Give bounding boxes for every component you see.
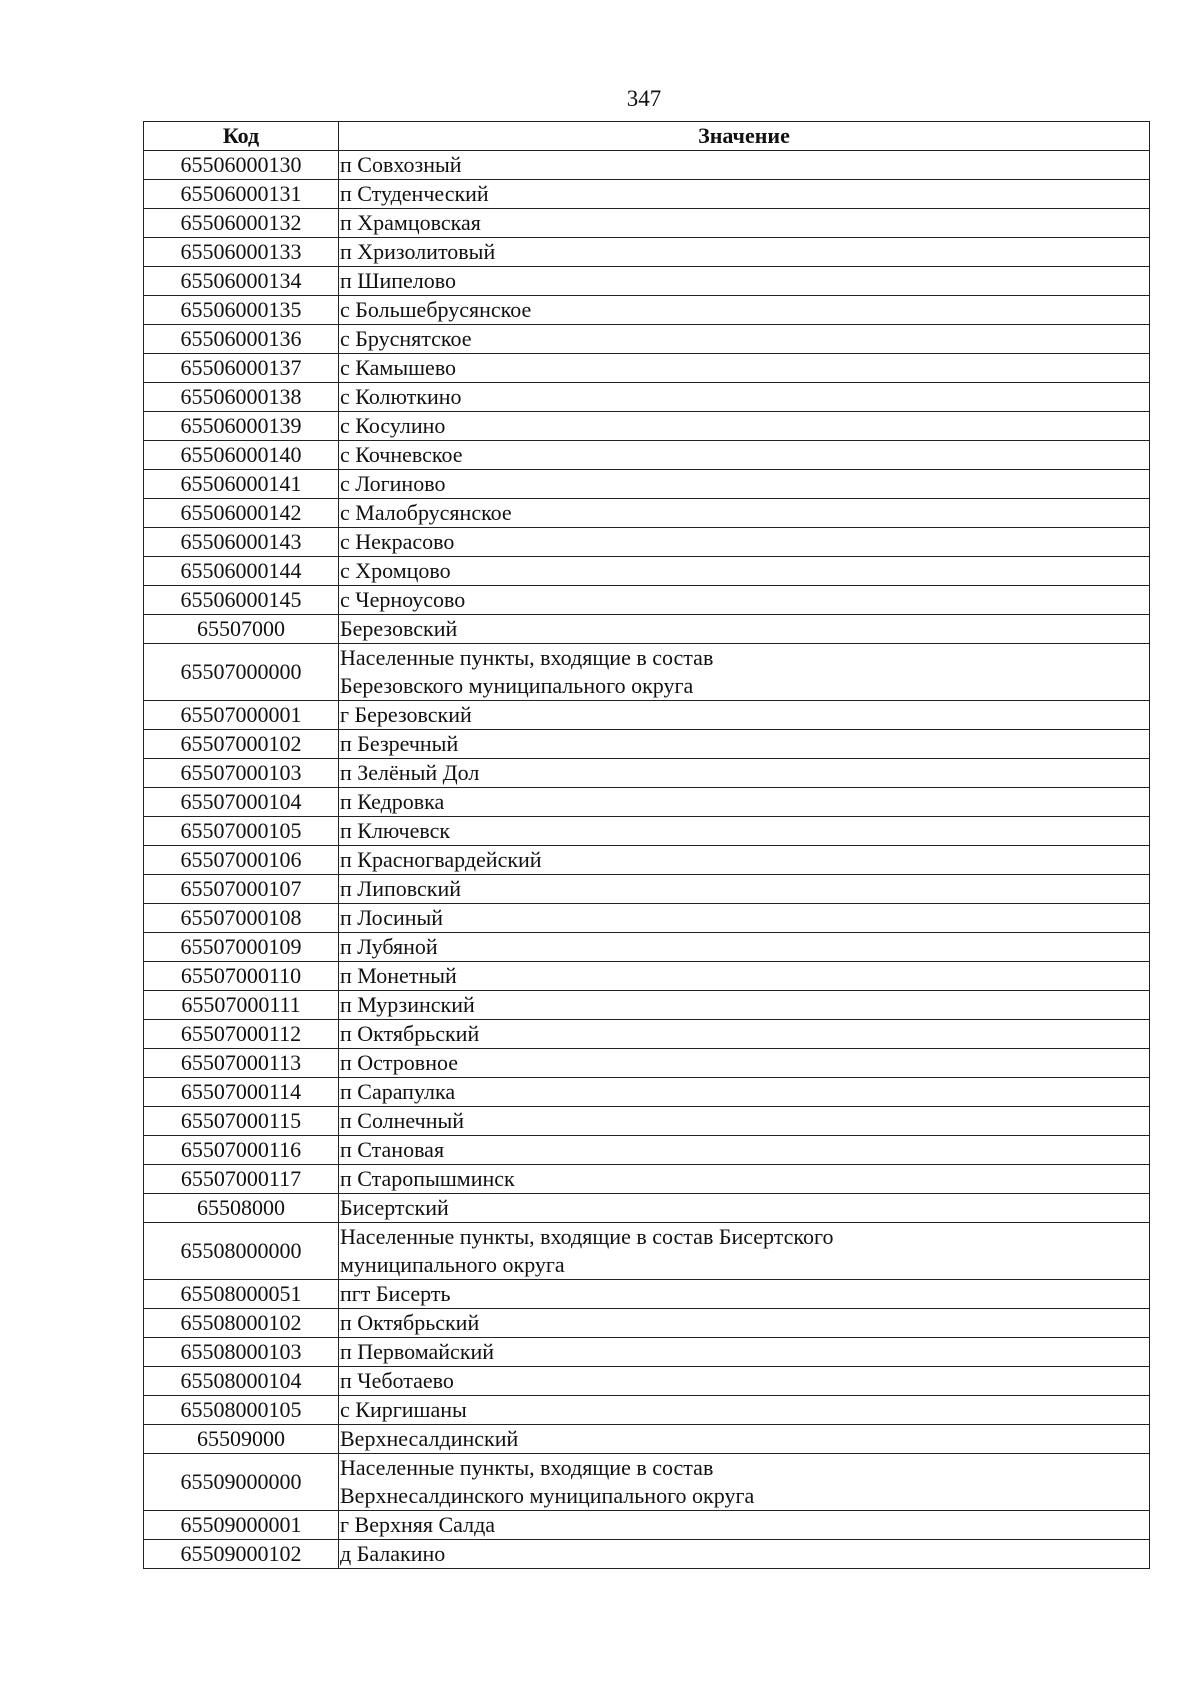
row-code: 65506000145	[144, 586, 339, 615]
row-value	[339, 701, 1150, 730]
row-value	[339, 1396, 1150, 1425]
row-code: 65509000001	[144, 1511, 339, 1540]
row-code: 65508000102	[144, 1309, 339, 1338]
row-code: 65506000137	[144, 354, 339, 383]
table-row	[144, 267, 1150, 296]
row-value	[339, 1309, 1150, 1338]
row-code: 65509000102	[144, 1540, 339, 1569]
row-value	[339, 180, 1150, 209]
row-code: 65507000109	[144, 933, 339, 962]
table-row	[144, 615, 1150, 644]
row-value	[339, 1280, 1150, 1309]
table-row	[144, 644, 1150, 701]
table-row	[144, 499, 1150, 528]
row-value-line: п Шипелово	[340, 268, 456, 293]
table-row	[144, 1194, 1150, 1223]
table-row	[144, 296, 1150, 325]
row-value	[339, 1540, 1150, 1569]
row-value-line: п Первомайский	[340, 1339, 495, 1364]
table-row	[144, 1454, 1150, 1511]
row-code: 65506000143	[144, 528, 339, 557]
row-value-line: п Сарапулка	[340, 1079, 456, 1104]
table-row	[144, 730, 1150, 759]
table-row	[144, 470, 1150, 499]
row-code: 65507000000	[144, 644, 339, 701]
row-value	[339, 759, 1150, 788]
row-value	[339, 209, 1150, 238]
row-value-line: с Бруснятское	[340, 326, 472, 351]
row-code: 65506000134	[144, 267, 339, 296]
table-row	[144, 759, 1150, 788]
row-value-line: Березовский	[340, 616, 458, 641]
row-value	[339, 1194, 1150, 1223]
row-value-line: с Киргишаны	[340, 1397, 467, 1422]
table-row	[144, 325, 1150, 354]
row-value-line: с Кочневское	[340, 442, 463, 467]
table-row	[144, 875, 1150, 904]
row-value	[339, 238, 1150, 267]
table-row	[144, 817, 1150, 846]
table-row	[144, 701, 1150, 730]
row-value	[339, 644, 1150, 701]
row-value	[339, 528, 1150, 557]
row-value-line: п Островное	[340, 1050, 459, 1075]
row-value-line: п Ключевск	[340, 818, 451, 843]
row-value-line: п Совхозный	[340, 152, 462, 177]
row-value-line: Населенные пункты, входящие в состав	[340, 1455, 714, 1480]
row-code: 65507000107	[144, 875, 339, 904]
row-value	[339, 383, 1150, 412]
row-value-line: Березовского муниципального округа	[340, 673, 694, 698]
row-code: 65508000104	[144, 1367, 339, 1396]
row-code: 65506000136	[144, 325, 339, 354]
row-value-line: п Монетный	[340, 963, 457, 988]
row-value	[339, 354, 1150, 383]
row-code: 65507000102	[144, 730, 339, 759]
row-value	[339, 499, 1150, 528]
row-code: 65506000141	[144, 470, 339, 499]
row-value-line: с Хромцово	[340, 558, 451, 583]
row-value	[339, 296, 1150, 325]
row-value	[339, 1165, 1150, 1194]
header-code: Код	[144, 122, 339, 151]
row-value-line: Населенные пункты, входящие в состав	[340, 645, 714, 670]
table-row	[144, 1136, 1150, 1165]
row-code: 65508000105	[144, 1396, 339, 1425]
row-value-line: п Красногвардейский	[340, 847, 542, 872]
row-code: 65507000106	[144, 846, 339, 875]
table-row	[144, 1425, 1150, 1454]
row-value-line: с Некрасово	[340, 529, 455, 554]
row-value	[339, 1049, 1150, 1078]
row-value-line: п Храмцовская	[340, 210, 481, 235]
row-value-line: п Безречный	[340, 731, 459, 756]
table-row	[144, 586, 1150, 615]
table-row	[144, 1511, 1150, 1540]
row-code: 65506000132	[144, 209, 339, 238]
row-code: 65508000000	[144, 1223, 339, 1280]
row-value-line: п Зелёный Дол	[340, 760, 480, 785]
row-value-line: Верхнесалдинского муниципального округа	[340, 1483, 755, 1508]
row-value-line: п Мурзинский	[340, 992, 475, 1017]
row-code: 65508000051	[144, 1280, 339, 1309]
table-row	[144, 1309, 1150, 1338]
row-value	[339, 470, 1150, 499]
row-code: 65506000130	[144, 151, 339, 180]
table-row	[144, 1107, 1150, 1136]
row-value	[339, 441, 1150, 470]
row-code: 65506000131	[144, 180, 339, 209]
row-value-line: п Чеботаево	[340, 1368, 454, 1393]
table-row	[144, 528, 1150, 557]
row-value-line: п Старопышминск	[340, 1166, 515, 1191]
table-row	[144, 1540, 1150, 1569]
row-code: 65506000138	[144, 383, 339, 412]
row-value-line: Верхнесалдинский	[340, 1426, 519, 1451]
page-number: 347	[626, 86, 662, 111]
row-value	[339, 267, 1150, 296]
row-code: 65507000117	[144, 1165, 339, 1194]
row-value	[339, 1078, 1150, 1107]
row-code: 65508000	[144, 1194, 339, 1223]
row-code: 65508000103	[144, 1338, 339, 1367]
row-value	[339, 586, 1150, 615]
row-code: 65507000110	[144, 962, 339, 991]
table-row	[144, 933, 1150, 962]
table-row	[144, 788, 1150, 817]
row-value-line: п Липовский	[340, 876, 461, 901]
row-value	[339, 1020, 1150, 1049]
row-value	[339, 412, 1150, 441]
row-value	[339, 962, 1150, 991]
row-value	[339, 1425, 1150, 1454]
row-code: 65506000135	[144, 296, 339, 325]
row-value-line: п Лосиный	[340, 905, 444, 930]
row-value	[339, 846, 1150, 875]
table-row	[144, 1396, 1150, 1425]
table-row	[144, 238, 1150, 267]
row-value-line: п Солнечный	[340, 1108, 465, 1133]
row-code: 65507000112	[144, 1020, 339, 1049]
row-value-line: с Косулино	[340, 413, 446, 438]
table-row	[144, 1223, 1150, 1280]
row-code: 65507000103	[144, 759, 339, 788]
table-row	[144, 209, 1150, 238]
row-value	[339, 557, 1150, 586]
row-code: 65507000111	[144, 991, 339, 1020]
row-value	[339, 1223, 1150, 1280]
row-code: 65509000000	[144, 1454, 339, 1511]
row-code: 65507000115	[144, 1107, 339, 1136]
code-table	[143, 121, 1150, 1569]
row-value-line: муниципального округа	[340, 1252, 565, 1277]
row-value	[339, 991, 1150, 1020]
row-code: 65507000	[144, 615, 339, 644]
table-row	[144, 441, 1150, 470]
row-value	[339, 1454, 1150, 1511]
row-value-line: с Колюткино	[340, 384, 462, 409]
row-value	[339, 1107, 1150, 1136]
row-value-line: Населенные пункты, входящие в состав Бисертского	[340, 1224, 834, 1249]
row-value-line: г Верхняя Салда	[340, 1512, 496, 1537]
row-value	[339, 1338, 1150, 1367]
table-row	[144, 846, 1150, 875]
table-row	[144, 1280, 1150, 1309]
row-code: 65507000116	[144, 1136, 339, 1165]
row-code: 65506000144	[144, 557, 339, 586]
row-value-line: с Логиново	[340, 471, 446, 496]
row-code: 65507000001	[144, 701, 339, 730]
row-value	[339, 904, 1150, 933]
table-row	[144, 151, 1150, 180]
row-value-line: с Большебрусянское	[340, 297, 532, 322]
row-value-line: п Октябрьский	[340, 1310, 480, 1335]
row-code: 65506000139	[144, 412, 339, 441]
row-value-line: Бисертский	[340, 1195, 449, 1220]
row-value	[339, 1136, 1150, 1165]
table-row	[144, 180, 1150, 209]
row-value-line: п Хризолитовый	[340, 239, 496, 264]
row-value	[339, 615, 1150, 644]
table-header-row	[144, 122, 1150, 151]
row-value	[339, 1367, 1150, 1396]
row-value-line: с Черноусово	[340, 587, 466, 612]
row-value	[339, 788, 1150, 817]
table-row	[144, 991, 1150, 1020]
table-row	[144, 1020, 1150, 1049]
row-value-line: п Октябрьский	[340, 1021, 480, 1046]
header-value: Значение	[339, 122, 1150, 151]
table-row	[144, 557, 1150, 586]
row-value-line: г Березовский	[340, 702, 472, 727]
row-value	[339, 933, 1150, 962]
row-value-line: с Малобрусянское	[340, 500, 512, 525]
table-row	[144, 1338, 1150, 1367]
row-value	[339, 151, 1150, 180]
row-value	[339, 1511, 1150, 1540]
row-code: 65507000105	[144, 817, 339, 846]
row-value	[339, 730, 1150, 759]
row-value-line: п Лубяной	[340, 934, 438, 959]
row-value	[339, 875, 1150, 904]
row-value	[339, 325, 1150, 354]
row-value-line: пгт Бисерть	[340, 1281, 451, 1306]
table-row	[144, 383, 1150, 412]
row-value-line: п Студенческий	[340, 181, 489, 206]
table-body	[144, 151, 1150, 1569]
row-code: 65506000142	[144, 499, 339, 528]
row-code: 65506000133	[144, 238, 339, 267]
table-row	[144, 1367, 1150, 1396]
row-code: 65507000113	[144, 1049, 339, 1078]
row-value	[339, 817, 1150, 846]
row-value-line: д Балакино	[340, 1541, 446, 1566]
table-row	[144, 354, 1150, 383]
table-row	[144, 1049, 1150, 1078]
row-code: 65507000114	[144, 1078, 339, 1107]
table-row	[144, 1165, 1150, 1194]
row-code: 65507000108	[144, 904, 339, 933]
row-value-line: п Кедровка	[340, 789, 445, 814]
row-value-line: п Становая	[340, 1137, 445, 1162]
table-row	[144, 904, 1150, 933]
table-row	[144, 1078, 1150, 1107]
table-row	[144, 962, 1150, 991]
table-row	[144, 412, 1150, 441]
row-code: 65507000104	[144, 788, 339, 817]
row-code: 65506000140	[144, 441, 339, 470]
row-value-line: с Камышево	[340, 355, 457, 380]
row-code: 65509000	[144, 1425, 339, 1454]
